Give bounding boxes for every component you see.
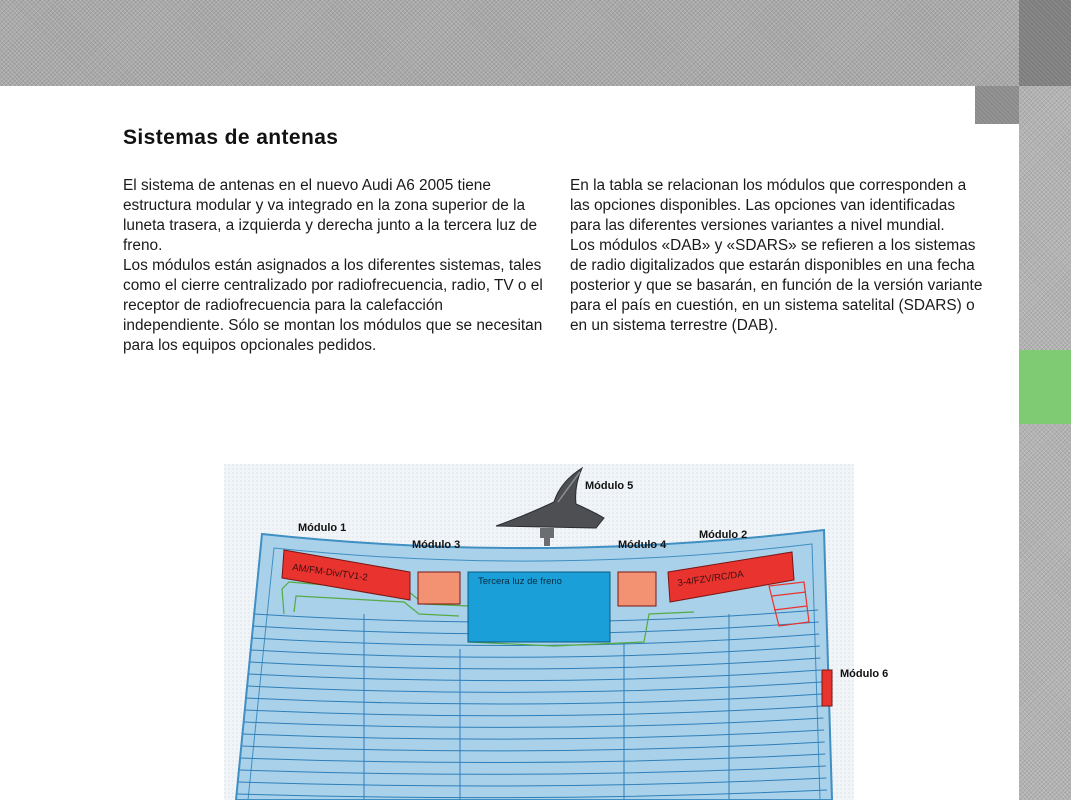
section-marker-tab <box>1019 350 1071 424</box>
module-6-block <box>822 670 832 706</box>
label-modulo-6: Módulo 6 <box>840 668 889 680</box>
paragraph: En la tabla se relacionan los módulos que corresponden a las opciones disponibles. Las opciones van identificadas para las diferentes versiones variantes a nivel mundial. <box>570 177 967 234</box>
label-modulo-2: Módulo 2 <box>699 529 748 541</box>
label-modulo-4: Módulo 4 <box>618 539 667 551</box>
antenna-diagram <box>224 464 889 800</box>
label-modulo-1: Módulo 1 <box>298 522 347 534</box>
label-modulo-3: Módulo 3 <box>412 539 461 551</box>
module-4-block <box>618 572 656 606</box>
module-1-text: AM/FM-Div/TV1-2 <box>291 562 369 584</box>
paragraph: Los módulos «DAB» y «SDARS» se refieren a los sistemas de radio digitalizados que estarán disponibles en una fecha posterior y que se basarán, en función de la versión variante para el país en cuestión, en un sistema satelital (SDARS) o en un sistema terrestre (DAB). <box>570 237 983 334</box>
module-3-block <box>418 572 460 604</box>
text-column-left <box>123 176 543 356</box>
module-2-text: 3-4/FZV/RC/DA <box>676 568 745 589</box>
antenna-diagram-svg <box>224 464 889 800</box>
paragraph: Los módulos están asignados a los diferentes sistemas, tales como el cierre centralizado por radiofrecuencia, radio, TV o el receptor de radiofrecuencia para la calefacción independiente. Sólo se montan los módulos que se necesitan para los equipos opcionales pedidos. <box>123 257 543 354</box>
corner-step-block <box>975 86 1019 124</box>
label-modulo-5: Módulo 5 <box>585 480 634 492</box>
corner-block <box>1019 0 1071 86</box>
text-column-right <box>570 176 990 336</box>
brake-light-text: Tercera luz de freno <box>478 576 562 587</box>
header-pattern-band <box>0 0 1071 86</box>
paragraph: El sistema de antenas en el nuevo Audi A6 2005 tiene estructura modular y va integrado en la zona superior de la luneta trasera, a izquierda y derecha junto a la tercera luz de freno. <box>123 177 538 254</box>
page-title: Sistemas de antenas <box>123 126 339 149</box>
